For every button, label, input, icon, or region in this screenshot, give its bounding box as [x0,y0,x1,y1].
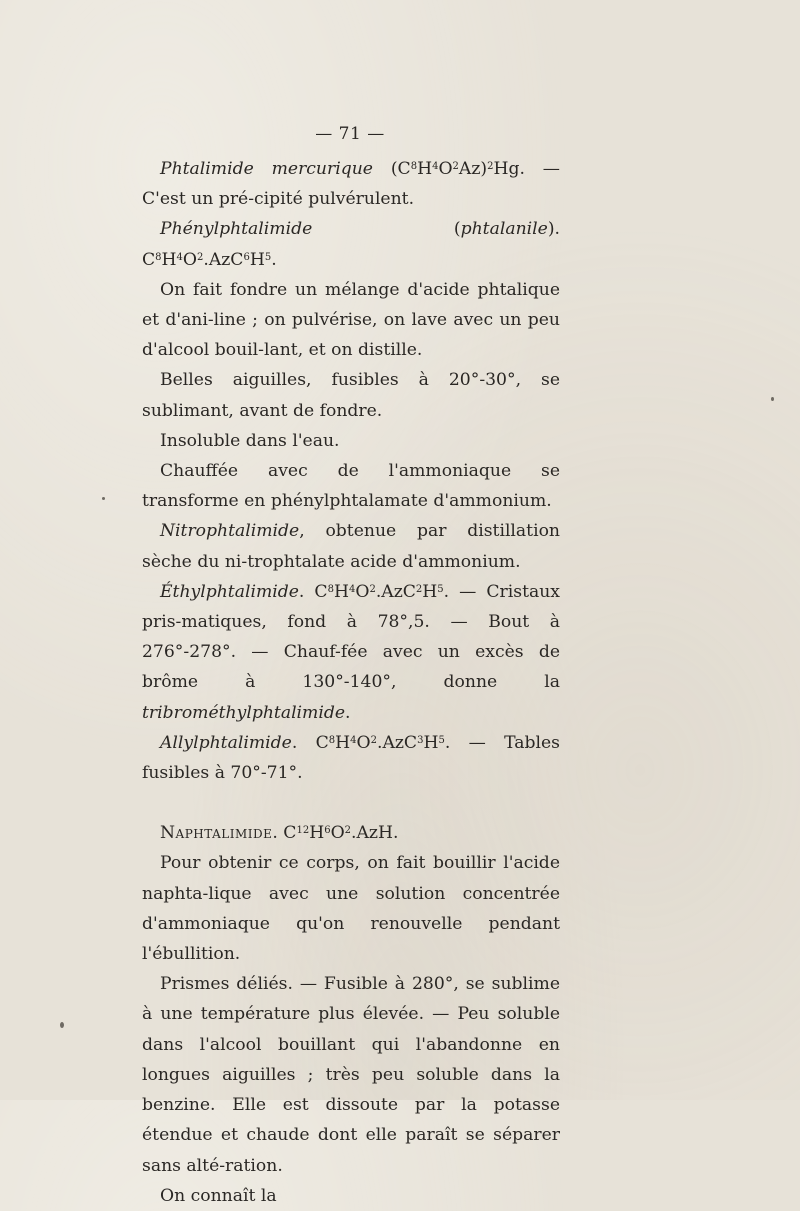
formula-subscript: 4 [176,251,183,263]
text-run: H [417,159,433,179]
text-run: H [309,823,325,844]
formula-subscript: 8 [328,734,336,746]
paper-speck [102,497,105,500]
text-run: . C [298,581,328,602]
paragraph-phtalimide-mercurique [142,154,560,214]
paragraph-allylphtalimide [142,728,560,788]
paragraph-pour-obtenir [142,848,560,969]
paragraph-ethylphtalimide [142,577,560,728]
text-run: O [438,159,453,179]
formula-subscript: 5 [437,583,444,595]
formula-subscript: 2 [452,161,459,172]
italic-term: Phtalimide mercurique [160,159,373,179]
text-run: O [356,732,371,753]
text-run: Pour obtenir ce corps, on fait bouillir l'acide naphta-lique avec une solution concentrée d'ammoniaque qu'on renouvelle pendant l'ébullition. [142,853,560,965]
formula-subscript: 8 [410,161,418,172]
text-run: H [335,732,351,753]
paragraph-chauffee [142,456,560,516]
italic-term: Phénylphtalimide [160,219,313,240]
paragraph-phenylphtalimide [142,214,560,274]
formula-subscript: 2 [197,251,204,263]
italic-term: phtalanile [460,219,548,240]
italic-term: tribrométhylphtalimide [142,702,346,723]
formula-subscript: 2 [415,583,423,595]
text-run: On connaît la [160,1185,277,1206]
formula-subscript: 12 [296,825,310,837]
formula-subscript: 5 [264,251,272,263]
text-run: .AzH. [351,823,399,844]
text-run: . — Cristaux pris-matiques, fond à 78°,5. — Bout à 276°-278°. — Chauf-fée avec un excès de brôme à 130°-140°, donne la [142,581,561,693]
formula-subscript: 8 [155,251,162,263]
text-run: Chauffée avec de l'ammoniaque se transforme en phénylphtalamate d'ammonium. [142,461,560,512]
text-run: O [330,823,345,844]
text-run: . C [291,732,329,753]
text-run: Prismes déliés. — Fusible à 280°, se sublime à une température plus élevée. — Peu soluble dans l'alcool bouillant qui l'abandonne en longues aiguilles ; très peu soluble dans la benzine. Elle est dissoute par la potasse étendue et chaude dont elle paraît se séparer sans alté-ration. [142,974,560,1176]
paragraph-belles-aiguilles [142,365,560,425]
formula-subscript: 4 [348,583,356,595]
paragraph-prismes [142,969,560,1180]
text-run: H [333,581,349,602]
text-run: Belles aiguilles, fusibles à 20°-30°, se sublimant, avant de fondre. [142,370,560,421]
paper-speck [60,1022,64,1028]
text-run: .AzC [203,249,244,270]
paragraph-nitrophtalimide [142,516,560,576]
page-number: — 71 — [315,124,385,144]
formula-subscript: 5 [438,734,445,746]
text-run: (C [372,159,411,179]
text-run: . — Tables fusibles à 70°-71°. [142,732,561,784]
formula-subscript: 6 [243,251,250,263]
italic-term: Éthylphtalimide [160,581,299,602]
text-run: On fait fondre un mélange d'acide phtalique et d'ani-line ; on pulvérise, on lave avec un peu d'alcool bouil-lant, et on distille. [142,279,560,361]
italic-term: Nitrophtalimide [160,521,300,542]
text-run: .AzC [376,732,418,753]
text-run: .AzC [375,581,416,602]
text-run: , obtenue par distillation sèche du ni-trophtalate acide d'ammonium. [142,521,560,572]
formula-subscript: 8 [327,583,334,595]
text-run: ( [312,219,461,240]
paragraph-on-connait [142,1181,560,1211]
formula-subscript: 3 [417,734,424,746]
italic-term: Allylphtalimide [160,732,292,753]
paragraph-preparation [142,275,560,366]
text-run: ). C [142,219,560,270]
body-text [142,154,560,1211]
formula-subscript: 2 [369,583,376,595]
formula-subscript: 6 [324,825,331,837]
text-run: Hg. — C'est un pré-cipité pulvérulent. [142,159,560,210]
text-run: H [161,249,177,270]
formula-subscript: 4 [350,734,357,746]
text-run: O [182,249,197,270]
text-run: . C [272,823,297,844]
text-run: . [345,702,351,723]
text-run: . [271,249,277,270]
text-run: H [422,581,438,602]
formula-subscript: 2 [344,825,352,837]
paper-speck [771,397,774,401]
text-run: O [355,581,370,602]
formula-subscript: 2 [370,734,377,746]
formula-subscript: 2 [487,161,494,172]
text-run: H [249,249,265,270]
formula-subscript: 4 [432,161,439,172]
section-heading: Naphtalimide [160,823,273,844]
paragraph-naphtalimide [142,818,560,848]
paragraph-insoluble [142,426,560,456]
text-run: Az) [458,159,488,179]
text-run: Insoluble dans l'eau. [160,430,340,451]
text-run: H [423,732,439,753]
